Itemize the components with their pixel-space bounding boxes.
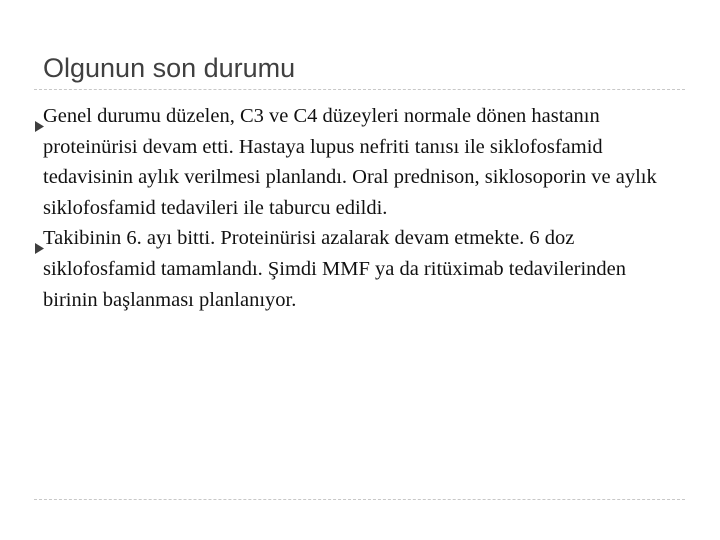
footer-divider	[34, 499, 685, 500]
slide-body	[43, 101, 683, 315]
title-divider	[34, 89, 685, 90]
bullet-text: Takibinin 6. ayı bitti. Proteinürisi azalarak devam etmekte. 6 doz siklofosfamid tamamlandı. Şimdi MMF ya da ritüximab tedavilerinden birinin başlanması planlanıyor.	[43, 227, 627, 311]
slide-title: Olgunun son durumu	[43, 53, 296, 83]
bullet-triangle-icon	[35, 233, 44, 244]
bullet-item	[43, 101, 683, 223]
bullet-item	[43, 223, 683, 315]
bullet-text: Genel durumu düzelen, C3 ve C4 düzeyleri normale dönen hastanın proteinürisi devam etti. Hastaya lupus nefriti tanısı ile siklofosfamid tedavisinin aylık verilmesi planlandı. Oral prednison, siklosoporin ve aylık siklofosfamid tedavileri ile taburcu edildi.	[43, 105, 657, 219]
bullet-triangle-icon	[35, 111, 44, 122]
